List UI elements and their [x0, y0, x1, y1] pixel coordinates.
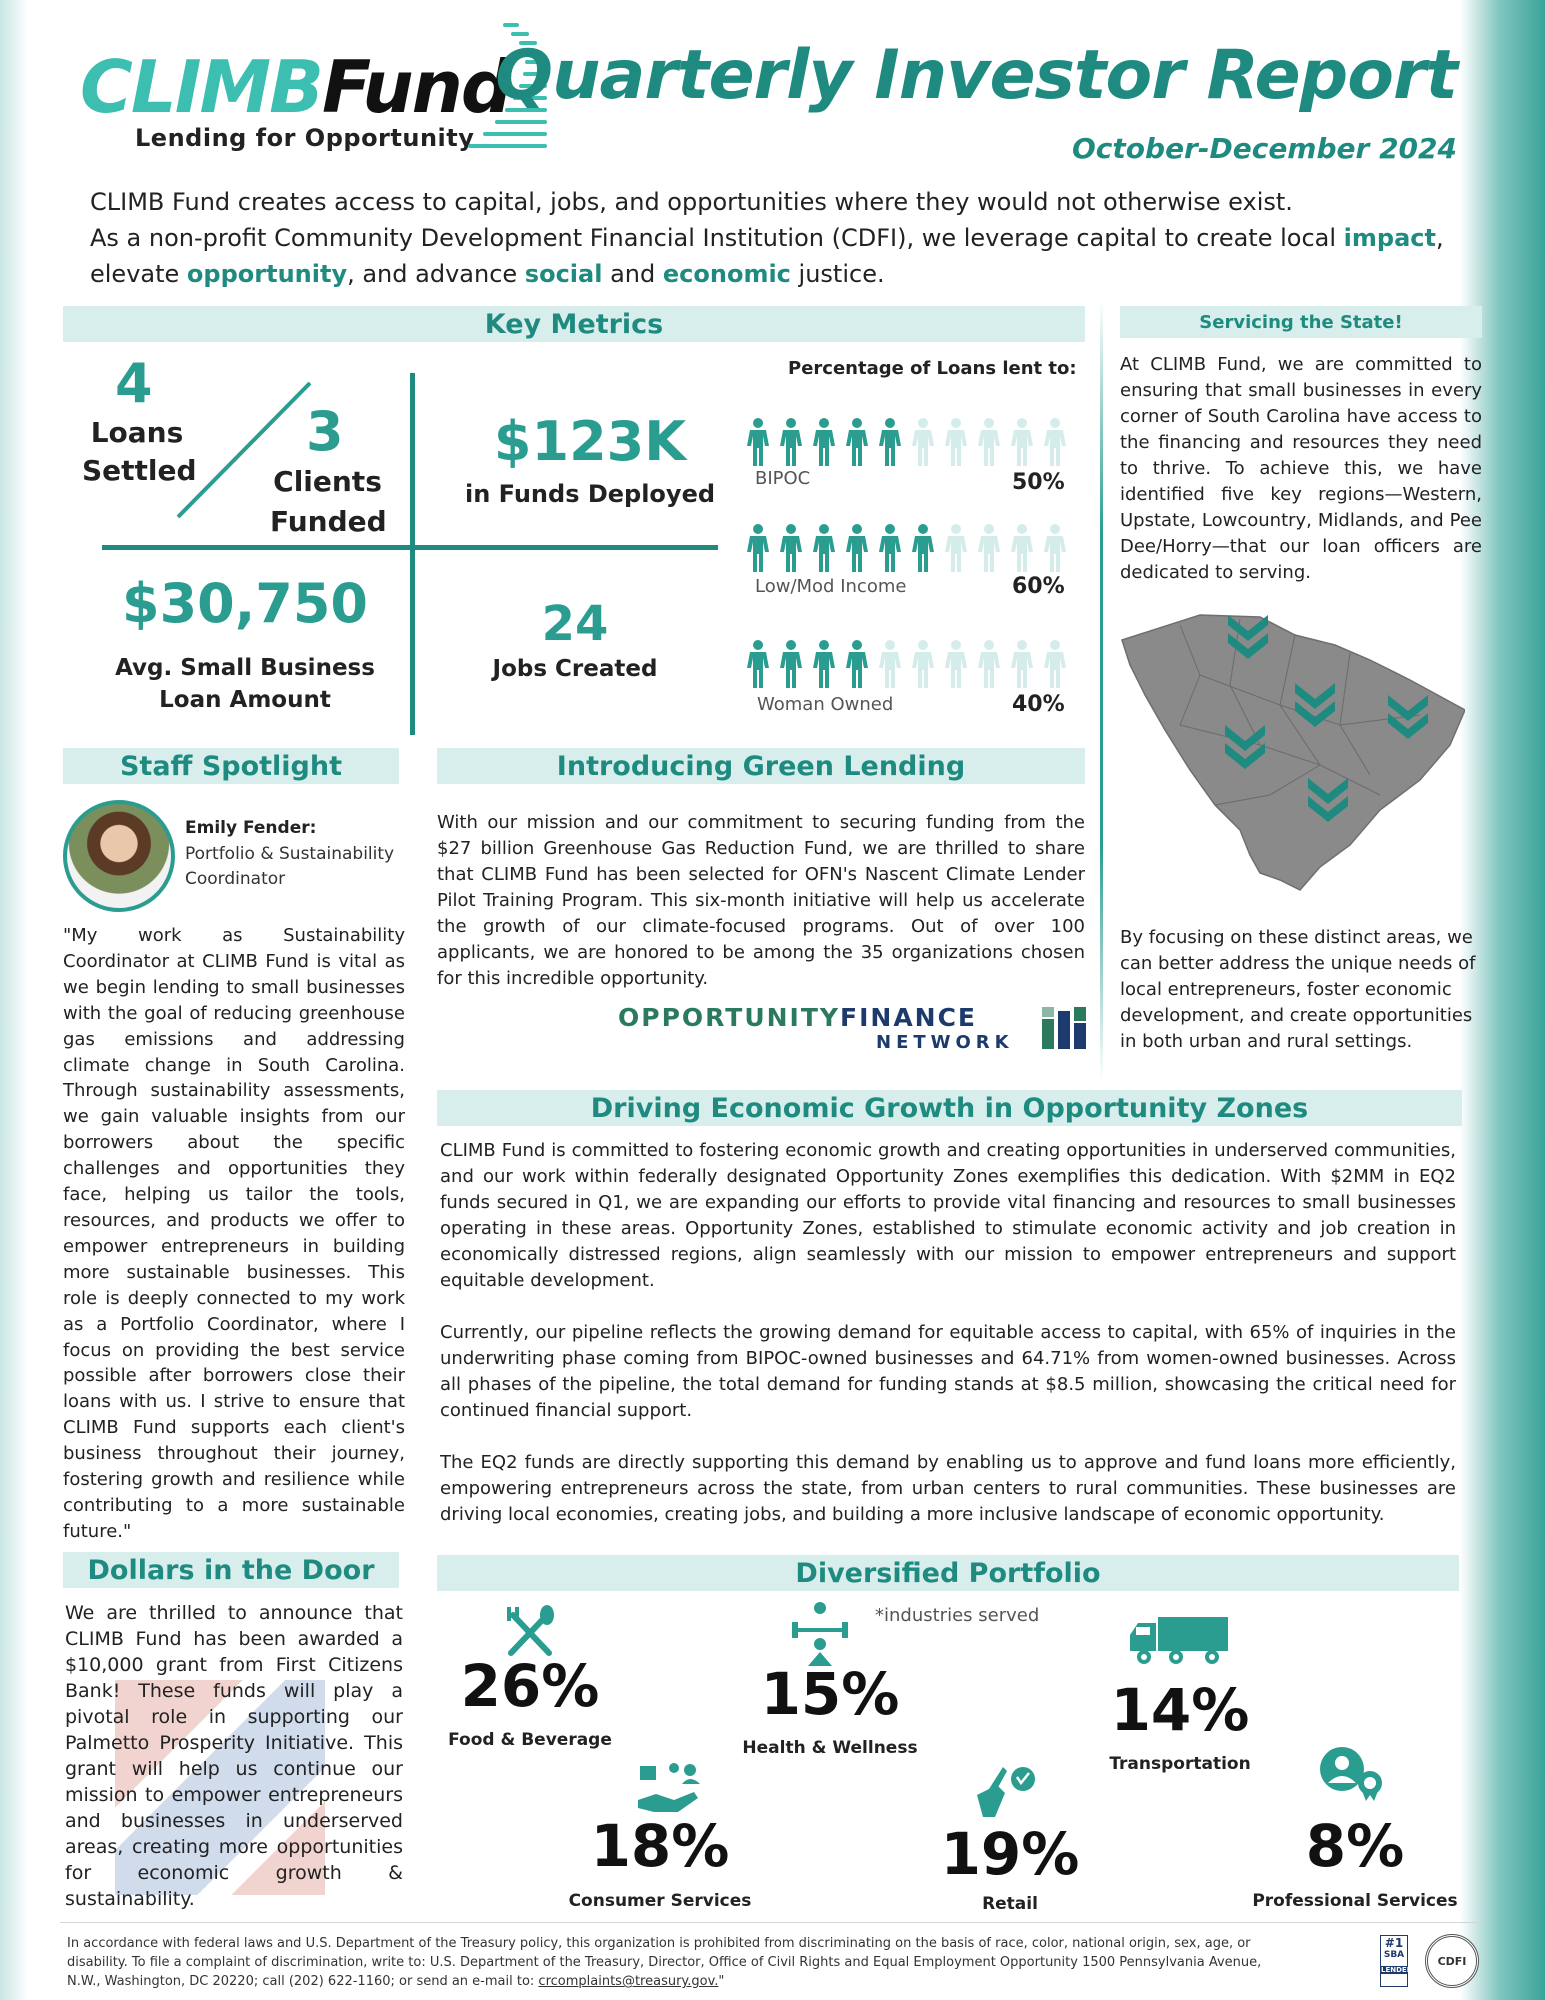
servicing-text-2: By focusing on these distinct areas, we can better address the unique needs of local entrepreneurs, foster economic development, and create opportunities in both urban and rural settings.	[1120, 927, 1476, 1052]
staff-photo	[63, 800, 175, 912]
dollars-text: We are thrilled to announce that CLIMB Fund has been awarded a $10,000 grant from First Citizens Bank! These funds will play a pivotal role in supporting our Palmetto Prosperity Initiative. This grant will help us continue our mission to empower entrepreneurs and businesses in underserved areas, creating more opportunities for economic growth & sustainability.	[65, 1602, 403, 1910]
intro-impact: impact	[1343, 224, 1436, 252]
report-period: October-December 2024	[1072, 132, 1457, 165]
group-value-lowmod: 60%	[1012, 574, 1065, 599]
zones-paragraph-1: CLIMB Fund is committed to fostering economic growth and creating opportunities in underserved communities, and our work within federally designated Opportunity Zones exemplifies this dedication. With $2MM in EQ2 funds secured in Q1, we are expanding our efforts to provide vital financing and resources to small businesses operating in these areas. Opportunity Zones, established to stimulate economic activity and job creation in economically distressed regions, align seamlessly with our mission to empower entrepreneurs and support equitable development.	[440, 1140, 1456, 1291]
portfolio-label-health: Health & Wellness	[742, 1738, 918, 1758]
people-row-lowmod	[745, 524, 1075, 572]
people-row-woman	[745, 640, 1075, 688]
portfolio-value-professional: 8%	[1305, 1812, 1405, 1880]
intro-opportunity: opportunity	[186, 260, 348, 288]
portfolio-value-consumer: 18%	[590, 1812, 730, 1880]
group-label-woman: Woman Owned	[757, 694, 894, 715]
person-empty-icon	[1042, 640, 1068, 688]
staff-role: Portfolio & Sustainability Coordinator	[185, 844, 395, 889]
ofn-logo-word-finance: FINANCE	[840, 1003, 978, 1032]
portfolio-label-retail: Retail	[982, 1894, 1038, 1914]
person-filled-icon	[877, 524, 903, 572]
fitness-icon	[790, 1600, 850, 1666]
truck-icon	[1128, 1615, 1228, 1665]
funds-deployed-label: in Funds Deployed	[464, 480, 716, 508]
servicing-heading: Servicing the State!	[1120, 306, 1482, 338]
person-empty-icon	[943, 640, 969, 688]
people-row-bipoc	[745, 418, 1075, 466]
portfolio-value-food: 26%	[460, 1652, 600, 1720]
portfolio-heading: Diversified Portfolio	[437, 1555, 1459, 1591]
portfolio-value-transport: 14%	[1110, 1676, 1250, 1744]
person-empty-icon	[943, 524, 969, 572]
group-value-woman: 40%	[1012, 692, 1065, 717]
report-title: Quarterly Investor Report	[495, 36, 1457, 115]
loans-settled-label: Loans Settled	[82, 416, 197, 487]
service-hand-icon	[634, 1760, 706, 1818]
group-value-bipoc: 50%	[1012, 470, 1065, 495]
intro-economic: economic	[662, 260, 791, 288]
right-column-divider	[1100, 300, 1103, 1080]
ofn-logo-word-network: NETWORK	[876, 1032, 1014, 1053]
person-filled-icon	[745, 640, 771, 688]
avg-loan-label: Avg. Small Business Loan Amount	[115, 655, 375, 713]
person-filled-icon	[844, 640, 870, 688]
person-empty-icon	[1042, 524, 1068, 572]
person-filled-icon	[811, 640, 837, 688]
key-metrics-heading: Key Metrics	[63, 306, 1085, 342]
logo-word-climb: CLIMB	[80, 45, 323, 129]
ofn-logo	[618, 1003, 1088, 1055]
person-filled-icon	[778, 418, 804, 466]
person-empty-icon	[877, 640, 903, 688]
intro-line-1: CLIMB Fund creates access to capital, jobs, and opportunities where they would not otherwise exist.	[90, 188, 1293, 216]
zones-paragraph-3: The EQ2 funds are directly supporting this demand by enabling us to approve and fund loans more efficiently, empowering entrepreneurs across the state, from urban centers to rural communities. These businesses are driving local economies, creating jobs, and building a more inclusive landscape of economic opportunity.	[440, 1452, 1456, 1525]
green-lending-heading: Introducing Green Lending	[437, 748, 1085, 784]
group-label-lowmod: Low/Mod Income	[755, 576, 907, 597]
metrics-horizontal-divider	[102, 545, 718, 550]
intro-line-3: elevate opportunity, and advance social and economic justice.	[90, 260, 885, 288]
portfolio-label-professional: Professional Services	[1252, 1891, 1458, 1911]
person-filled-icon	[778, 524, 804, 572]
south-carolina-map	[1120, 605, 1465, 895]
loans-settled-value: 4	[115, 352, 153, 415]
jobs-created-label: Jobs Created	[492, 656, 658, 682]
portfolio-note: *industries served	[875, 1605, 1040, 1626]
person-empty-icon	[1009, 418, 1035, 466]
person-empty-icon	[1042, 418, 1068, 466]
shopping-bag-icon	[975, 1765, 1037, 1817]
zones-heading: Driving Economic Growth in Opportunity Zones	[437, 1090, 1462, 1126]
funds-deployed-value: $123K	[493, 410, 687, 473]
person-empty-icon	[1009, 640, 1035, 688]
footer-email-link[interactable]: crcomplaints@treasury.gov.	[538, 1974, 719, 1989]
intro-social: social	[524, 260, 603, 288]
servicing-text-1: At CLIMB Fund, we are committed to ensuring that small businesses in every corner of South Carolina have access to the financing and resources they need to thrive. To achieve this, we have identified five key regions—Western, Upstate, Lowcountry, Midlands, and Pee Dee/Horry—that our loan officers are dedicated to serving.	[1120, 354, 1482, 583]
dollars-heading: Dollars in the Door	[63, 1552, 399, 1588]
group-label-bipoc: BIPOC	[755, 468, 811, 489]
portfolio-label-consumer: Consumer Services	[568, 1891, 752, 1911]
person-filled-icon	[778, 640, 804, 688]
portfolio-value-retail: 19%	[940, 1820, 1080, 1888]
jobs-created-value: 24	[541, 596, 609, 652]
ofn-bars-icon	[1042, 1005, 1088, 1051]
logo-word-fund: Fund	[322, 45, 511, 129]
cdfi-seal: CDFI	[1425, 1934, 1479, 1988]
person-empty-icon	[910, 418, 936, 466]
zones-paragraph-2: Currently, our pipeline reflects the growing demand for equitable access to capital, with 65% of inquiries in the underwriting phase coming from BIPOC-owned businesses and 64.71% from women-owned businesses. Across all phases of the pipeline, the total demand for funding stands at $8.5 million, showcasing the critical need for continued financial support.	[440, 1322, 1456, 1421]
clients-funded-label: Clients Funded	[270, 465, 387, 538]
portfolio-value-health: 15%	[760, 1660, 900, 1728]
staff-quote: "My work as Sustainability Coordinator at CLIMB Fund is vital as we begin lending to small businesses with the goal of reducing greenhouse gas emissions and addressing climate change in South Carolina. Through sustainability assessments, we gain valuable insights from our borrowers about the specific challenges and opportunities they face, helping us tailor the tools, resources, and products we offer to empower entrepreneurs in building more sustainable businesses. This role is deeply connected to my work as a Portfolio Coordinator, where I focus on providing the best service possible after borrowers close their loans with us. I strive to ensure that CLIMB Fund supports each client's business throughout their journey, fostering growth and resilience while contributing to a more sustainable future."	[63, 925, 405, 1542]
person-empty-icon	[943, 418, 969, 466]
person-filled-icon	[844, 524, 870, 572]
professional-badge-icon	[1318, 1745, 1384, 1801]
person-empty-icon	[976, 640, 1002, 688]
footer-legal: In accordance with federal laws and U.S. Department of the Treasury policy, this organization is prohibited from discriminating on the basis of race, color, national origin, sex, age, or disability. To file a complaint of discrimination, write to: U.S. Department of the Treasury, Director, Office of Civil Rights and Equal Employment Opportunity 1500 Pennsylvania Avenue, N.W., Washington, DC 20220; call (202) 622-1160; or send an e-mail to: crcomplaints@treasury.gov."	[67, 1936, 1262, 1989]
metrics-vertical-divider	[410, 373, 415, 735]
avg-loan-value: $30,750	[122, 572, 368, 635]
sba-lender-badge: #1 SBA LENDER	[1380, 1935, 1408, 1987]
person-filled-icon	[877, 418, 903, 466]
percent-heading: Percentage of Loans lent to:	[788, 358, 1077, 379]
person-filled-icon	[910, 524, 936, 572]
footer-divider	[60, 1922, 1480, 1923]
person-filled-icon	[811, 418, 837, 466]
ofn-logo-word-opportunity: OPPORTUNITY	[618, 1003, 841, 1032]
person-empty-icon	[976, 524, 1002, 572]
portfolio-label-transport: Transportation	[1109, 1754, 1251, 1774]
clients-funded-value: 3	[306, 400, 344, 463]
green-lending-text: With our mission and our commitment to securing funding from the $27 billion Greenhouse Gas Reduction Fund, we are thrilled to share that CLIMB Fund has been selected for OFN's Nascent Climate Lender Pilot Training Program. This six-month initiative will help us accelerate the growth of our climate-focused programs. Out of over 100 applicants, we are honored to be among the 35 organizations chosen for this incredible opportunity.	[437, 812, 1085, 989]
person-filled-icon	[811, 524, 837, 572]
intro-text	[90, 184, 1490, 292]
person-empty-icon	[976, 418, 1002, 466]
portfolio-label-food: Food & Beverage	[448, 1730, 612, 1750]
staff-name: Emily Fender:	[185, 818, 317, 838]
person-filled-icon	[745, 524, 771, 572]
person-filled-icon	[745, 418, 771, 466]
person-empty-icon	[1009, 524, 1035, 572]
staff-heading: Staff Spotlight	[63, 748, 399, 784]
person-filled-icon	[844, 418, 870, 466]
intro-line-2: As a non-profit Community Development Financial Institution (CDFI), we leverage capital to create local impact,	[90, 224, 1444, 252]
person-empty-icon	[910, 640, 936, 688]
logo-tagline: Lending for Opportunity	[135, 124, 475, 152]
